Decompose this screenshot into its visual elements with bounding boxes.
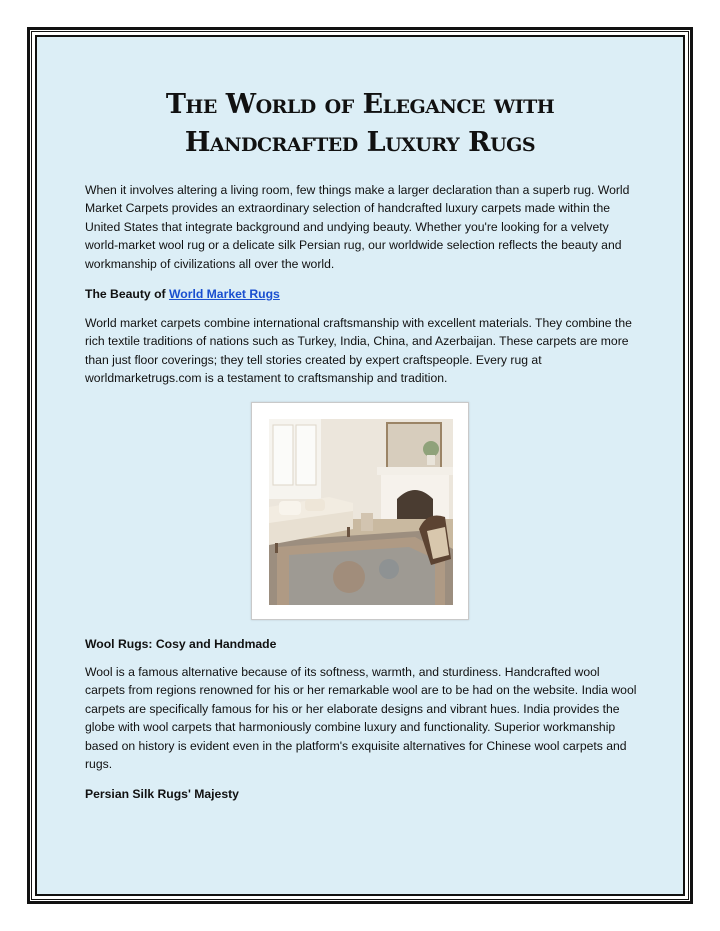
intro-paragraph: When it involves altering a living room, few things make a larger declaration than a superb rug. World Market Carpets provides an extraordinary selection of handcrafted luxury carpets made within the United States that integrate background and undying beauty. Whether you're looking for a velvety world-market wool rug or a delicate silk Persian rug, our worldwide selection reflects the beauty and workmanship of civilizations all over the world. <box>85 183 630 271</box>
living-room-rug-photo <box>269 419 453 605</box>
section-heading-beauty <box>85 285 640 303</box>
world-market-rugs-link[interactable]: World Market Rugs <box>168 287 280 301</box>
section-heading-persian: Persian Silk Rugs' Majesty <box>85 787 239 801</box>
beauty-paragraph: World market carpets combine international craftsmanship with excellent materials. They combine the rich textile traditions of nations such as Turkey, India, China, and Azerbaijan. These carpets are more than just floor coverings; they tell stories created by expert craftspeople. Every rug at worldmarketrugs.com is a testament to craftsmanship and tradition. <box>85 316 632 386</box>
rug-photo-frame <box>251 402 469 620</box>
section-heading-prefix: The Beauty of <box>85 287 169 301</box>
title-line-1: The World of Elegance with <box>165 89 555 120</box>
document-title <box>40 86 680 162</box>
wool-paragraph: Wool is a famous alternative because of its softness, warmth, and sturdiness. Handcrafted wool carpets from regions renowned for his or her remarkable wool are to be had on the website. India wool carpets are specifically famous for his or her elaborate designs and vibrant hues. India provides the globe with wool carpets that harmoniously combine luxury and functionality. Superior workmanship based on history is evident even in the platform's exquisite alternatives for Chinese wool carpets and rugs. <box>85 665 637 772</box>
section-heading-wool: Wool Rugs: Cosy and Handmade <box>85 637 277 651</box>
title-line-2: Handcrafted Luxury Rugs <box>184 127 536 158</box>
